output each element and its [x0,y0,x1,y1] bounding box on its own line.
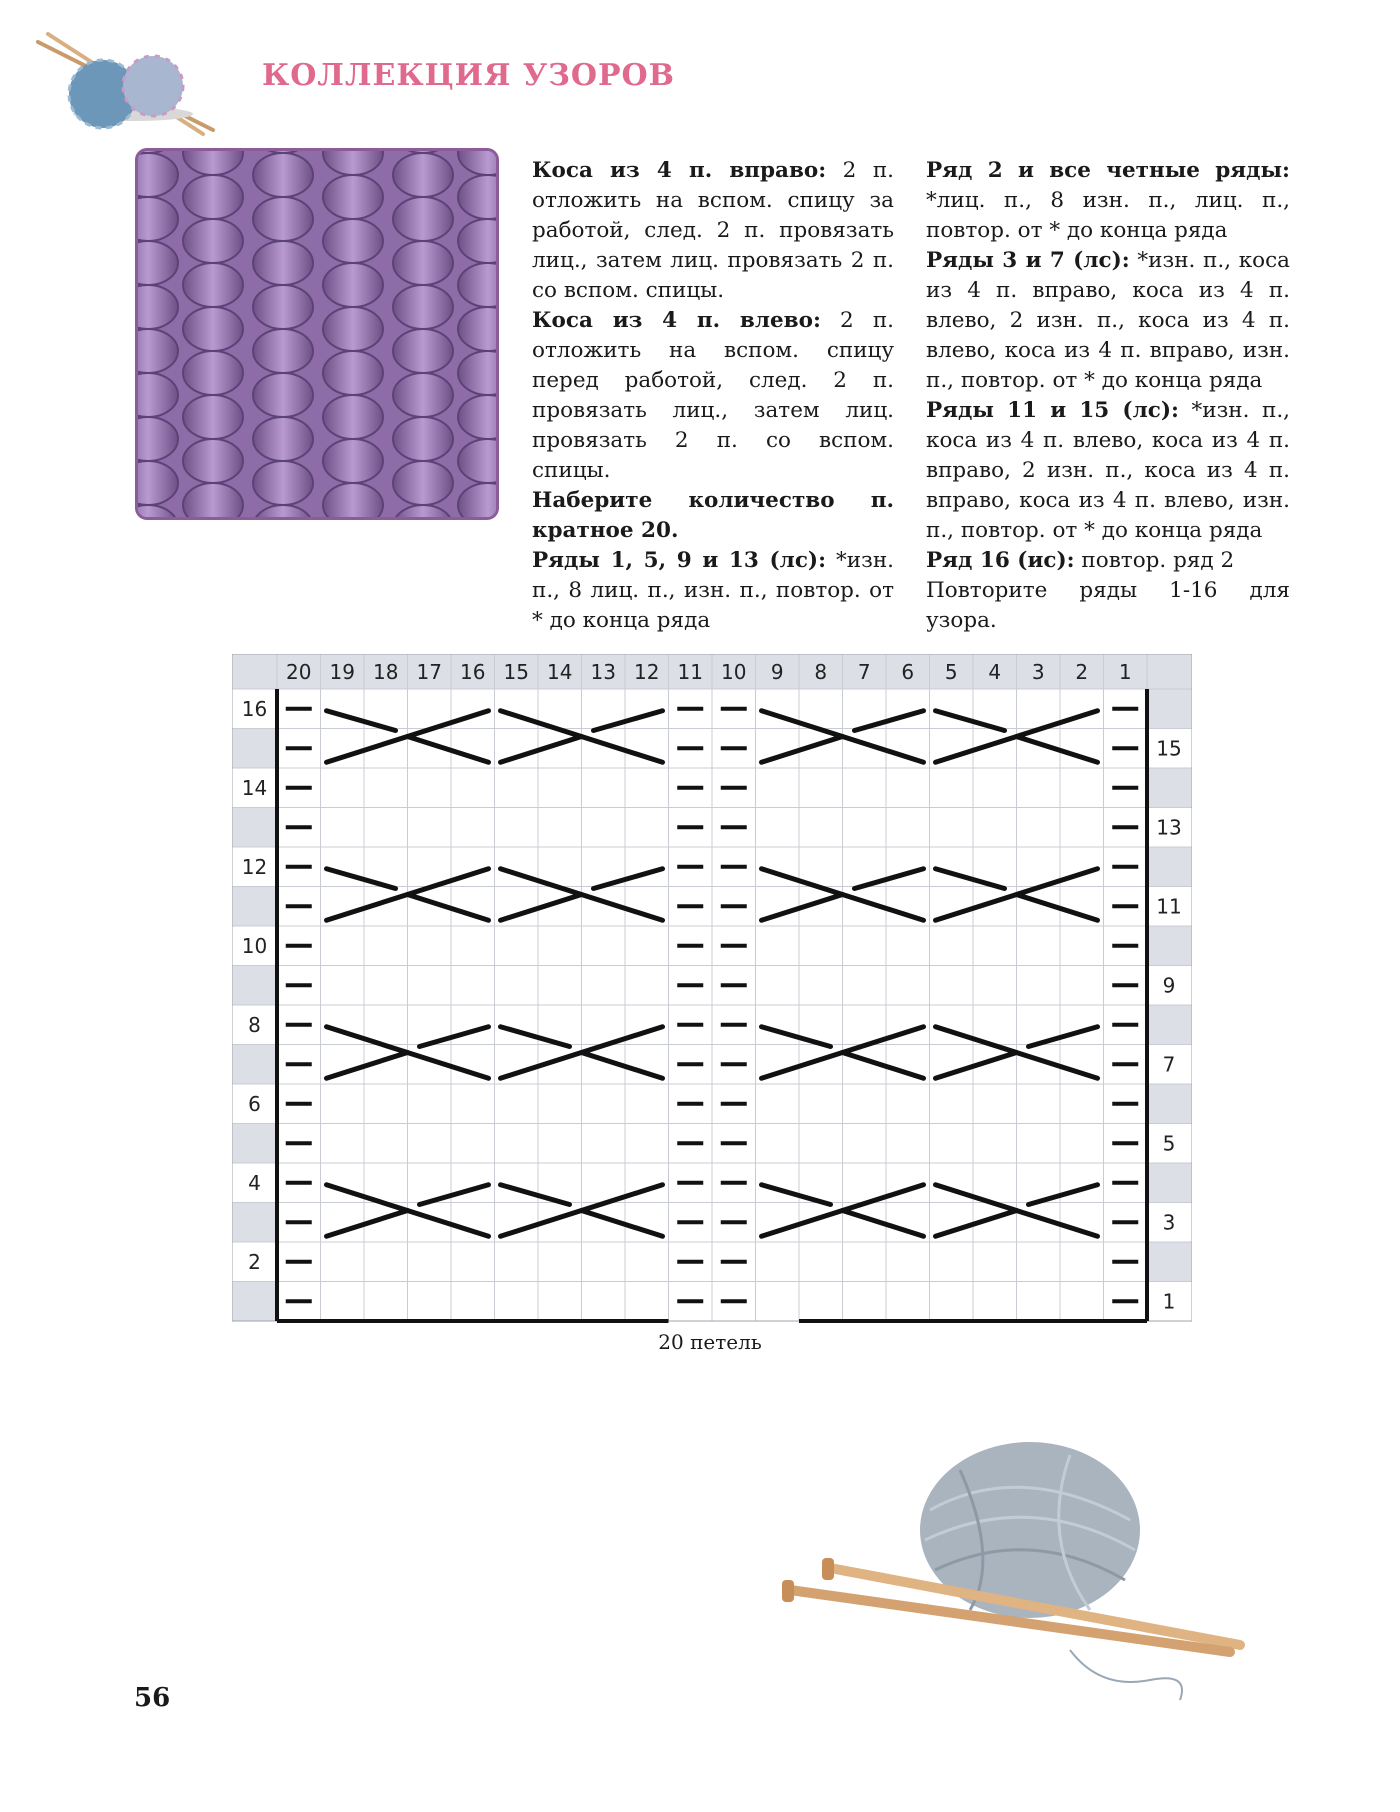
cable-left-symbol [762,1027,831,1047]
chart-row-label-cell [1147,768,1192,808]
cable-left-symbol [936,869,1005,889]
cable-left-symbol [936,711,1005,731]
cable-twist [253,153,313,197]
chart-row-label-cell [1147,1084,1192,1124]
chart-row-label-cell [1147,926,1192,966]
chart-row-label-cell [1147,1163,1192,1203]
cable-twist [253,241,313,285]
cable-twist [323,395,383,439]
instruction-text: *изн. п., коса из 4 п. вправо, коса из 4 п. влево, 2 изн. п., коса из 4 п. влево, коса из 4 п. вправо, изн. п., повтор. от * до конца ряда [926,248,1290,393]
chart-column-label: 8 [814,660,828,684]
chart-column-label: 7 [857,660,871,684]
chart-column-label: 19 [329,660,355,684]
chart-column-label: 9 [770,660,784,684]
cable-twist [323,439,383,483]
cable-right-symbol [501,737,582,763]
chart-column-label: 2 [1075,660,1089,684]
cable-twist [183,307,243,351]
chart-row-label-cell [232,1124,277,1164]
cable-twist [183,263,243,307]
chart-row-label-left: 2 [248,1249,261,1274]
cable-right-symbol [501,895,582,921]
chart-column-label: 6 [901,660,915,684]
chart-column-label: 14 [547,660,573,684]
chart-column-label: 4 [988,660,1002,684]
instruction-heading: Коса из 4 п. вправо: [532,158,827,183]
chart-column-label: 3 [1031,660,1045,684]
chart-row-label-right: 9 [1162,973,1176,998]
chart-row-label-right: 15 [1156,736,1182,761]
chart-row-label-right: 5 [1162,1131,1176,1156]
cable-left-symbol [843,1211,924,1237]
instruction-heading: Наберите количество п. кратное 20. [532,488,894,543]
chart-row-label-right: 13 [1156,815,1182,840]
cable-left-symbol [1017,737,1098,763]
chart-row-label-right: 11 [1156,894,1182,919]
cable-twist [393,417,453,461]
yarn-balls-illustration [28,22,228,142]
yarn-and-needles-illustration [770,1440,1270,1710]
instruction-paragraph [532,486,894,546]
chart-row-label-left: 16 [241,696,268,721]
cable-twist [253,461,313,505]
cable-twist [323,351,383,395]
cable-left-symbol [501,1185,570,1205]
chart-column-label: 5 [944,660,958,684]
chart-caption: 20 петель [658,1330,762,1354]
instruction-text: Повторите ряды 1-16 для узора. [926,578,1290,633]
cable-right-symbol [855,869,924,889]
chart-row-label-left: 10 [241,933,268,958]
cable-twist [183,439,243,483]
chart-column-label: 12 [634,660,660,684]
chart-row-label-left: 14 [241,775,268,800]
chart-row-label-cell [1147,1005,1192,1045]
cable-right-symbol [594,711,663,731]
cable-left-symbol [843,1053,924,1079]
cable-left-symbol [582,1211,663,1237]
cable-twist [183,351,243,395]
chart-column-label: 11 [677,660,703,684]
cable-right-symbol [1029,1185,1098,1205]
instruction-paragraph [926,576,1290,636]
chart-row-label-cell [1147,1242,1192,1282]
instructions-column-2 [926,156,1290,636]
chart-row-label-right: 7 [1162,1052,1176,1077]
cable-twist [323,175,383,219]
knitted-swatch-photo [135,148,499,520]
cable-right-symbol [936,1211,1017,1237]
cable-right-symbol [855,711,924,731]
chart-column-label: 20 [286,660,312,684]
instruction-paragraph [532,306,894,486]
chart-row-label-cell [232,1203,277,1243]
instruction-text: 2 п. отложить на вспом. спицу перед работой, след. 2 п. провязать лиц., затем лиц. провязать 2 п. со вспом. спицы. [532,308,894,483]
chart-column-label: 1 [1118,660,1132,684]
cable-twist [183,483,243,517]
chart-row-label-right: 3 [1162,1210,1176,1235]
cable-right-symbol [762,737,843,763]
cable-twist [323,307,383,351]
cable-left-symbol [327,711,396,731]
instruction-heading: Коса из 4 п. влево: [532,308,821,333]
cable-left-symbol [501,1027,570,1047]
instruction-paragraph [926,156,1290,246]
chart-row-label-cell [232,1282,277,1322]
cable-left-symbol [408,895,489,921]
instruction-heading: Ряды 3 и 7 (лс): [926,248,1130,273]
cable-right-symbol [327,1211,408,1237]
cable-right-symbol [420,1027,489,1047]
cable-right-symbol [594,869,663,889]
chart-row-label-left: 8 [248,1012,261,1037]
cable-twist [323,219,383,263]
instruction-text: *изн. п., коса из 4 п. влево, коса из 4 п. вправо, 2 изн. п., коса из 4 п. вправо, коса из 4 п. влево, изн. п., повтор. от * до конца ряда [926,398,1290,543]
cable-left-symbol [762,1185,831,1205]
cable-twist [183,219,243,263]
instruction-heading: Ряды 11 и 15 (лс): [926,398,1179,423]
instruction-paragraph [926,246,1290,396]
page-number: 56 [134,1683,171,1713]
chart-row-label-left: 12 [241,854,268,879]
instruction-text: *лиц. п., 8 изн. п., лиц. п., повтор. от * до конца ряда [926,188,1290,243]
instruction-text: *изн. п., 8 лиц. п., изн. п., повтор. от * до конца ряда [532,548,894,633]
chart-column-label: 16 [460,660,486,684]
knitting-chart [232,654,1192,1324]
chart-row-label-left: 6 [248,1091,261,1116]
cable-left-symbol [408,737,489,763]
instruction-text: 2 п. отложить на вспом. спицу за работой, след. 2 п. провязать лиц., затем лиц. провязать 2 п. со вспом. спицы. [532,158,894,303]
chart-row-label-right: 1 [1162,1289,1176,1314]
chart-row-label-cell [232,966,277,1006]
chart-row-label-left: 4 [248,1170,261,1195]
cable-right-symbol [762,895,843,921]
instruction-paragraph [532,156,894,306]
cable-twist [393,285,453,329]
cable-right-symbol [420,1185,489,1205]
chart-row-label-cell [232,887,277,927]
cable-twist [253,417,313,461]
cable-twist [253,373,313,417]
chart-column-label: 13 [590,660,616,684]
instructions-column-1 [532,156,894,636]
cable-twist [323,263,383,307]
instruction-heading: Ряд 16 (ис): [926,548,1075,573]
instruction-paragraph [926,396,1290,546]
cable-twist [393,241,453,285]
cable-twist [393,329,453,373]
cable-twist [253,197,313,241]
chart-column-label: 18 [373,660,399,684]
instruction-paragraph [926,546,1290,576]
cable-twist [323,483,383,517]
cable-twist [393,153,453,197]
cable-twist [393,373,453,417]
chart-row-label-cell [1147,689,1192,729]
page-title: КОЛЛЕКЦИЯ УЗОРОВ [262,58,676,93]
cable-twist [183,395,243,439]
instruction-heading: Ряд 2 и все четные ряды: [926,158,1290,183]
cable-right-symbol [936,1053,1017,1079]
instruction-text: повтор. ряд 2 [1074,548,1235,573]
cable-left-symbol [327,869,396,889]
chart-column-label: 15 [503,660,529,684]
chart-row-label-cell [232,1045,277,1085]
cable-twist [183,175,243,219]
cable-right-symbol [327,1053,408,1079]
chart-row-label-cell [232,729,277,769]
cable-twist [393,461,453,505]
cable-twist [253,329,313,373]
cable-left-symbol [1017,895,1098,921]
chart-row-label-cell [232,808,277,848]
chart-row-label-cell [1147,847,1192,887]
cable-twist [393,197,453,241]
cable-right-symbol [1029,1027,1098,1047]
instruction-paragraph [532,546,894,636]
cable-left-symbol [582,1053,663,1079]
cable-twist [253,285,313,329]
instruction-heading: Ряды 1, 5, 9 и 13 (лс): [532,548,827,573]
chart-column-label: 10 [721,660,747,684]
chart-column-label: 17 [416,660,442,684]
